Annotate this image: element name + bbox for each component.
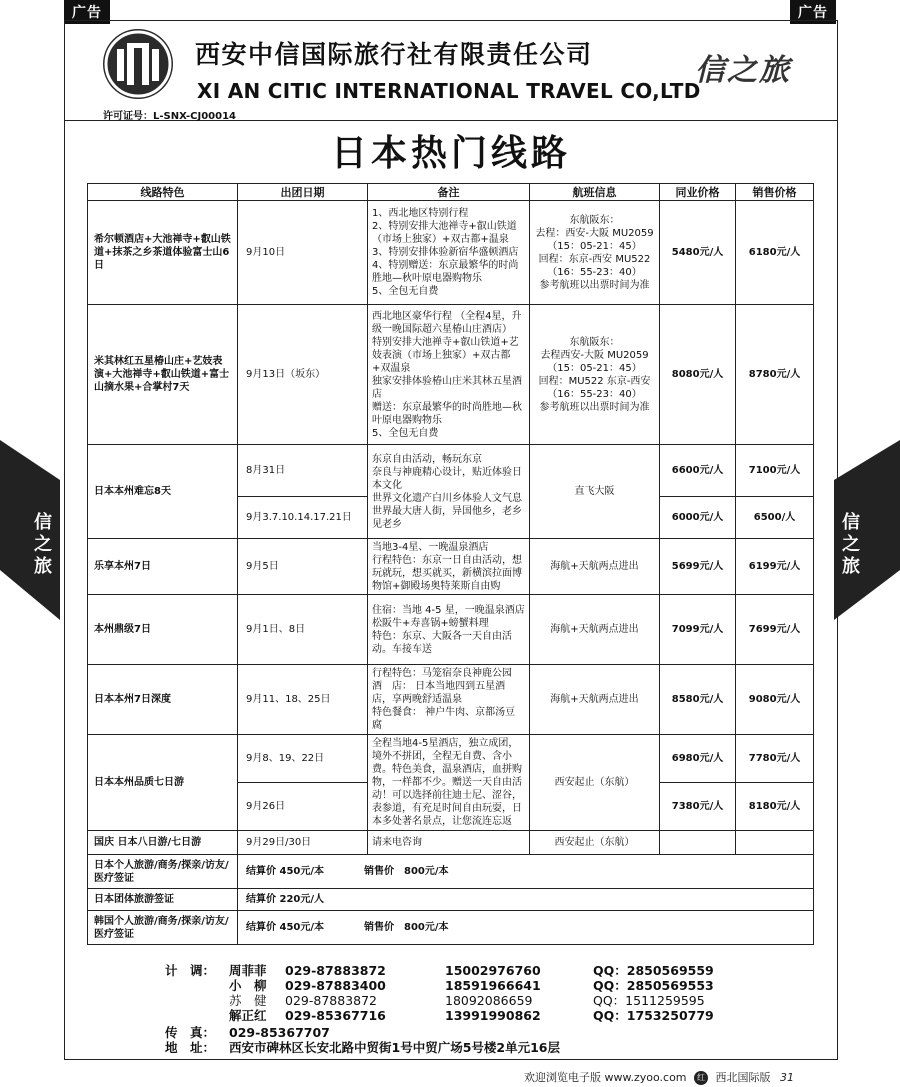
peer-price: 7099元/人 <box>660 595 736 665</box>
contact-qq: QQ：2850569559 <box>593 963 714 978</box>
note-line: 特别安排大池禅寺+叡山铁道+艺妓表演（市场上独家）+双古都+双温泉 <box>372 336 519 374</box>
flight-line: （16：55-23：40） <box>547 266 642 278</box>
sale-price: 8180元/人 <box>736 783 814 831</box>
col-header: 线路特色 <box>88 184 238 201</box>
table-row <box>88 665 814 735</box>
sale-price: 6180元/人 <box>736 201 814 305</box>
visa-name: 韩国个人旅游/商务/探亲/访友/医疗签证 <box>88 911 238 945</box>
route-notes <box>368 305 530 445</box>
note-line: 5、全包无自费 <box>372 286 439 297</box>
col-header: 出团日期 <box>238 184 368 201</box>
sale-price: 6199元/人 <box>736 539 814 595</box>
fax-number: 029-85367707 <box>229 1025 330 1040</box>
peer-price: 5699元/人 <box>660 539 736 595</box>
table-row <box>88 735 814 783</box>
peer-price: 8080元/人 <box>660 305 736 445</box>
route-notes <box>368 595 530 665</box>
peer-price: 7380元/人 <box>660 783 736 831</box>
visa-price: 结算价 450元/本 销售价 800元/本 <box>238 855 814 889</box>
flight-line: 去程：西安-大阪 MU2059 <box>535 227 654 239</box>
route-date: 9月8、19、22日 <box>238 735 368 783</box>
sale-price: 6500/人 <box>736 497 814 539</box>
table-row <box>88 305 814 445</box>
sale-price: 7699元/人 <box>736 595 814 665</box>
col-header: 航班信息 <box>530 184 660 201</box>
note-line: 奈良与神鹿精心设计，贴近体验日本文化 <box>372 466 522 491</box>
route-date: 8月31日 <box>238 445 368 497</box>
visa-name: 日本团体旅游签证 <box>88 889 238 911</box>
route-name: 乐享本州7日 <box>88 539 238 595</box>
route-flight: 西安起止（东航） <box>530 735 660 831</box>
route-flight <box>530 201 660 305</box>
advert-frame <box>64 20 838 1060</box>
flight-line: （15：05-21：45） <box>547 240 642 252</box>
note-line: 2、特别安排大池禅寺+叡山铁道（市场上独家）+双古都+温泉 <box>372 221 517 245</box>
route-flight: 海航+天航两点进出 <box>530 665 660 735</box>
address-label: 地 址： <box>165 1040 216 1055</box>
visa-price: 结算价 450元/本 销售价 800元/本 <box>238 911 814 945</box>
route-flight: 海航+天航两点进出 <box>530 539 660 595</box>
table-header-row <box>88 184 814 201</box>
citic-logo-icon <box>103 29 173 99</box>
peer-price: 6000元/人 <box>660 497 736 539</box>
note-line: 1、西北地区特别行程 <box>372 208 469 219</box>
note-line: 独家安排体验椿山庄米其林五星酒店 <box>372 375 522 400</box>
contact-mobile: 18092086659 <box>445 993 533 1008</box>
peer-price: 6980元/人 <box>660 735 736 783</box>
route-flight: 直飞大阪 <box>530 445 660 539</box>
contact-name: 周菲菲 <box>229 963 267 978</box>
routes-table <box>87 183 814 945</box>
col-header: 销售价格 <box>736 184 814 201</box>
note-line: 特色：东京、大阪各一天自由活动。车接车送 <box>372 630 512 655</box>
route-notes: 全程当地4-5星酒店，独立成团，境外不拼团，全程无自费、含小费。特色美食，温泉酒店，血拼购物，一样都不少。赠送一天自由活动！可以选择前往迪士尼、涩谷，表参道，有充足时间自由玩耍，日本多处著名景点，让您流连忘返 <box>368 735 530 831</box>
footer-edition: 西北国际版 <box>715 1071 771 1084</box>
flight-line: 回程：东京-西安 MU522 <box>538 253 651 265</box>
route-date: 9月26日 <box>238 783 368 831</box>
side-ribbon-left <box>0 440 60 620</box>
footer <box>0 1062 900 1087</box>
visa-row <box>88 911 814 945</box>
slogan-calligraphy: 信之旅 <box>695 53 791 88</box>
note-line: 3、特别安排体验新宿华盛顿酒店 <box>372 247 519 258</box>
contact-name: 小 柳 <box>229 978 267 993</box>
table-row <box>88 595 814 665</box>
route-notes <box>368 201 530 305</box>
ad-label-right: 广告 <box>790 0 836 24</box>
route-name: 希尔顿酒店+大池禅寺+叡山铁道+抹茶之乡茶道体验富士山6日 <box>88 201 238 305</box>
flight-line: 东航阪东： <box>569 214 620 226</box>
peer-price: 5480元/人 <box>660 201 736 305</box>
note-line: 行程特色：马笼宿奈良神鹿公园 <box>372 668 512 679</box>
table-row <box>88 201 814 305</box>
note-line: 酒 店： 日本当地四到五星酒店，享两晚舒适温泉 <box>372 681 506 705</box>
contact-mobile: 18591966641 <box>445 978 541 993</box>
license-number: 许可证号：L-SNX-CJ00014 <box>103 111 236 122</box>
route-notes <box>368 445 530 539</box>
fax-label: 传 真： <box>165 1025 216 1040</box>
route-date: 9月11、18、25日 <box>238 665 368 735</box>
contact-name: 苏 健 <box>229 993 267 1008</box>
contact-label-tel: 计 调： <box>165 963 216 978</box>
route-name: 日本本州7日深度 <box>88 665 238 735</box>
note-line: 世界文化遗产白川乡体验人文气息 <box>372 492 522 504</box>
note-line: 松阪牛+寿喜锅+螃蟹料理 <box>372 617 489 629</box>
contact-tel: 029-87883872 <box>285 963 386 978</box>
sale-price: 8780元/人 <box>736 305 814 445</box>
contact-tel: 029-85367716 <box>285 1008 386 1023</box>
route-notes <box>368 665 530 735</box>
route-date: 9月13日（坂东） <box>238 305 368 445</box>
visa-row <box>88 855 814 889</box>
route-date: 9月10日 <box>238 201 368 305</box>
footer-site: 欢迎浏览电子版 www.zyoo.com <box>524 1071 687 1084</box>
sale-price: 7100元/人 <box>736 445 814 497</box>
route-date: 9月3.7.10.14.17.21日 <box>238 497 368 539</box>
side-text-left: 信之旅 <box>34 512 52 577</box>
page-number: 31 <box>780 1071 795 1084</box>
col-header: 同业价格 <box>660 184 736 201</box>
visa-price: 结算价 220元/人 <box>238 889 814 911</box>
address-text: 西安市碑林区长安北路中贸街1号中贸广场5号楼2单元16层 <box>229 1040 560 1055</box>
note-line: 西北地区豪华行程 （全程4星，升级一晚国际超六星椿山庄酒店） <box>372 310 522 335</box>
route-date: 9月5日 <box>238 539 368 595</box>
route-date: 9月29日/30日 <box>238 831 368 855</box>
visa-name: 日本个人旅游/商务/探亲/访友/医疗签证 <box>88 855 238 889</box>
flight-line: （16：55-23：40） <box>547 388 642 400</box>
col-header: 备注 <box>368 184 530 201</box>
note-line: 东京自由活动，畅玩东京 <box>372 453 482 465</box>
route-notes <box>368 539 530 595</box>
route-flight: 西安起止（东航） <box>530 831 660 855</box>
flight-line: 参考航班以出票时间为准 <box>539 401 650 413</box>
ad-label-left: 广告 <box>64 0 110 24</box>
route-notes: 请来电咨询 <box>368 831 530 855</box>
table-row <box>88 831 814 855</box>
note-line: 4、特别赠送：东京最繁华的时尚胜地—秋叶原电器购物乐 <box>372 260 519 284</box>
side-text-right: 信之旅 <box>842 512 860 577</box>
contact-mobile: 15002976760 <box>445 963 541 978</box>
sale-price: 9080元/人 <box>736 665 814 735</box>
note-line: 当地3-4星、一晚温泉酒店 <box>372 541 489 553</box>
peer-price: 6600元/人 <box>660 445 736 497</box>
route-name: 日本本州难忘8天 <box>88 445 238 539</box>
note-line: 5、全包无自费 <box>372 427 439 439</box>
flight-line: 去程西安-大阪 MU2059 <box>540 349 649 361</box>
company-header <box>65 21 837 121</box>
side-ribbon-right <box>834 440 900 620</box>
flight-line: 参考航班以出票时间为准 <box>539 279 650 291</box>
table-row <box>88 539 814 595</box>
contact-qq: QQ：2850569553 <box>593 978 714 993</box>
flight-line: 回程：MU522 东京-西安 <box>538 375 651 387</box>
route-name: 米其林红五星椿山庄+艺妓表演+大池禅寺+叡山铁道+富士山摘水果+合掌村7天 <box>88 305 238 445</box>
page-title: 日本热门线路 <box>330 133 571 174</box>
contact-qq: QQ：1511259595 <box>593 993 705 1008</box>
footer-text <box>524 1069 794 1085</box>
sale-price: 7780元/人 <box>736 735 814 783</box>
route-name: 国庆 日本八日游/七日游 <box>88 831 238 855</box>
route-flight: 海航+天航两点进出 <box>530 595 660 665</box>
contact-qq: QQ：1753250779 <box>593 1008 714 1023</box>
contact-tel: 029-87883400 <box>285 978 386 993</box>
edition-mark-icon: 红 <box>694 1071 708 1085</box>
note-line: 世界最大唐人街，异国他乡，老乡见老乡 <box>372 505 522 530</box>
route-date: 9月1日、8日 <box>238 595 368 665</box>
contact-mobile: 13991990862 <box>445 1008 541 1023</box>
note-line: 赠送：东京最繁华的时尚胜地—秋叶原电器购物乐 <box>372 401 522 426</box>
route-flight <box>530 305 660 445</box>
table-row <box>88 445 814 497</box>
note-line: 特色餐食： 神户牛肉、京都汤豆腐 <box>372 707 516 731</box>
route-name: 本州鼎级7日 <box>88 595 238 665</box>
contact-tel: 029-87883872 <box>285 993 377 1008</box>
peer-price: 8580元/人 <box>660 665 736 735</box>
company-name-cn: 西安中信国际旅行社有限责任公司 <box>195 40 593 69</box>
contact-name: 解正红 <box>229 1008 267 1023</box>
flight-line: 东航阪东： <box>569 336 620 348</box>
route-name: 日本本州品质七日游 <box>88 735 238 831</box>
company-name-en: XI AN CITIC INTERNATIONAL TRAVEL CO,LTD <box>197 79 701 103</box>
visa-row <box>88 889 814 911</box>
flight-line: （15：05-21：45） <box>547 362 642 374</box>
note-line: 住宿：当地 4-5 星，一晚温泉酒店 <box>372 604 525 616</box>
note-line: 行程特色：东京一日自由活动，想玩就玩，想买就买，新横滨拉面博物馆+御殿场奥特莱斯自由购 <box>372 554 522 592</box>
